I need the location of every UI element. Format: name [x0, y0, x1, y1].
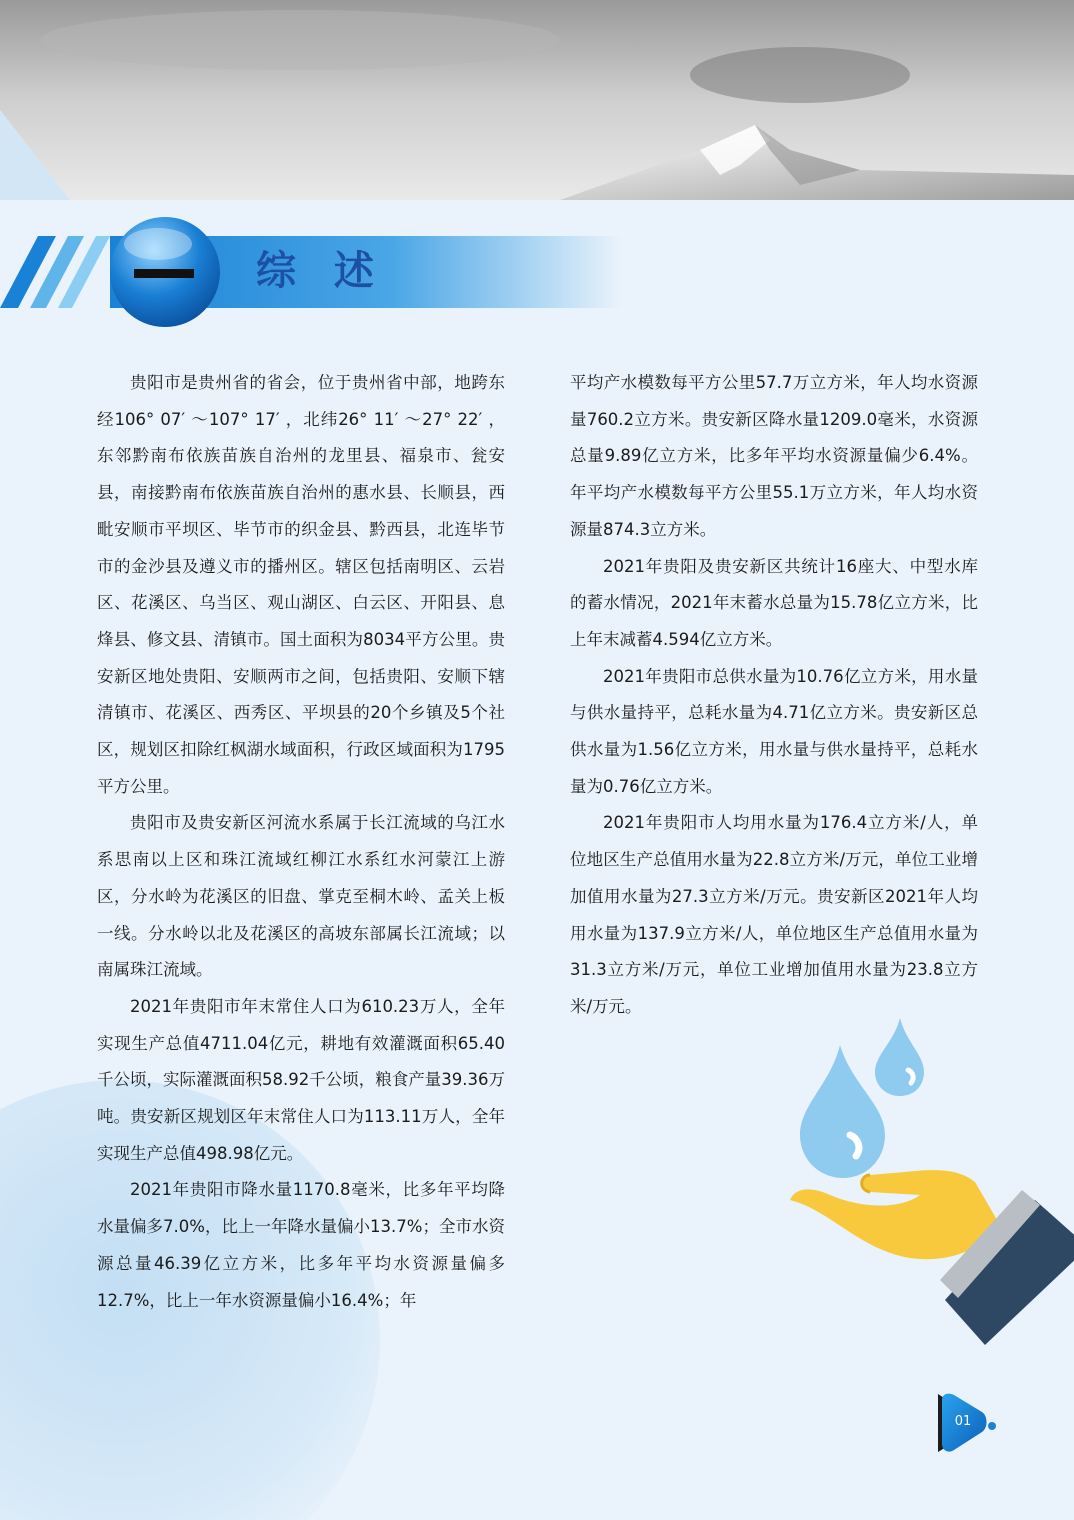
paragraph: 2021年贵阳市年末常住人口为610.23万人，全年实现生产总值4711.04亿元，耕地有效灌溉面积65.40千公顷，实际灌溉面积58.92千公顷，粮食产量39.36万吨。贵安新区规划区年末常住人口为113.11万人，全年实现生产总值498.98亿元。	[97, 996, 505, 1163]
section-title: 综 述	[256, 248, 386, 294]
hand-with-water-drops-illustration	[790, 1010, 1074, 1350]
paragraph: 2021年贵阳市降水量1170.8毫米，比多年平均降水量偏多7.0%，比上一年降水量偏小13.7%；全市水资源总量46.39亿立方米，比多年平均水资源量偏多12.7%，比上一年水资源量偏小16.4%；年	[97, 1180, 505, 1310]
paragraph: 贵阳市及贵安新区河流水系属于长江流域的乌江水系思南以上区和珠江流域红柳江水系红水河蒙江上游区，分水岭为花溪区的旧盘、掌克至桐木岭、孟关上板一线。分水岭以北及花溪区的高坡东部属长江流域；以南属珠江流域。	[97, 813, 505, 980]
page-number: 01	[954, 1414, 972, 1429]
section-number-badge	[106, 216, 224, 328]
paragraph: 平均产水模数每平方公里57.7万立方米，年人均水资源量760.2立方米。贵安新区降水量1209.0毫米，水资源总量9.89亿立方米，比多年平均水资源量偏少6.4%。年平均产水模数每平方公里55.1万立方米，年人均水资源量874.3立方米。	[570, 373, 978, 539]
mountain-banner-image	[0, 0, 1074, 200]
paragraph: 2021年贵阳及贵安新区共统计16座大、中型水库的蓄水情况，2021年末蓄水总量为15.78亿立方米，比上年末减蓄4.594亿立方米。	[570, 556, 978, 649]
right-text-column	[570, 365, 978, 1026]
paragraph: 贵阳市是贵州省的省会，位于贵州省中部，地跨东经106° 07′ ～107° 17′ ，北纬26° 11′ ～27° 22′ ，东邻黔南布依族苗族自治州的龙里县、福泉市、瓮安县，南接黔南布依族苗族自治州的惠水县、长顺县，西毗安顺市平坝区、毕节市的织金县、黔西县，北连毕节市的金沙县及遵义市的播州区。辖区包括南明区、云岩区、花溪区、乌当区、观山湖区、白云区、开阳县、息烽县、修文县、清镇市。国土面积为8034平方公里。贵安新区地处贵阳、安顺两市之间，包括贵阳、安顺下辖清镇市、花溪区、西秀区、平坝县的20个乡镇及5个社区，规划区扣除红枫湖水域面积，行政区域面积为1795平方公里。	[97, 373, 505, 796]
paragraph: 2021年贵阳市总供水量为10.76亿立方米，用水量与供水量持平，总耗水量为4.71亿立方米。贵安新区总供水量为1.56亿立方米，用水量与供水量持平，总耗水量为0.76亿立方米。	[570, 666, 978, 796]
hand-icon	[790, 1170, 1074, 1345]
water-drop-icon	[875, 1018, 924, 1096]
paragraph: 2021年贵阳市人均用水量为176.4立方米/人，单位地区生产总值用水量为22.8立方米/万元，单位工业增加值用水量为27.3立方米/万元。贵安新区2021年人均用水量为137.9立方米/人，单位地区生产总值用水量为31.3立方米/万元，单位工业增加值用水量为23.8立方米/万元。	[570, 813, 978, 1016]
left-text-column	[97, 365, 505, 1319]
water-drop-icon	[800, 1045, 885, 1178]
